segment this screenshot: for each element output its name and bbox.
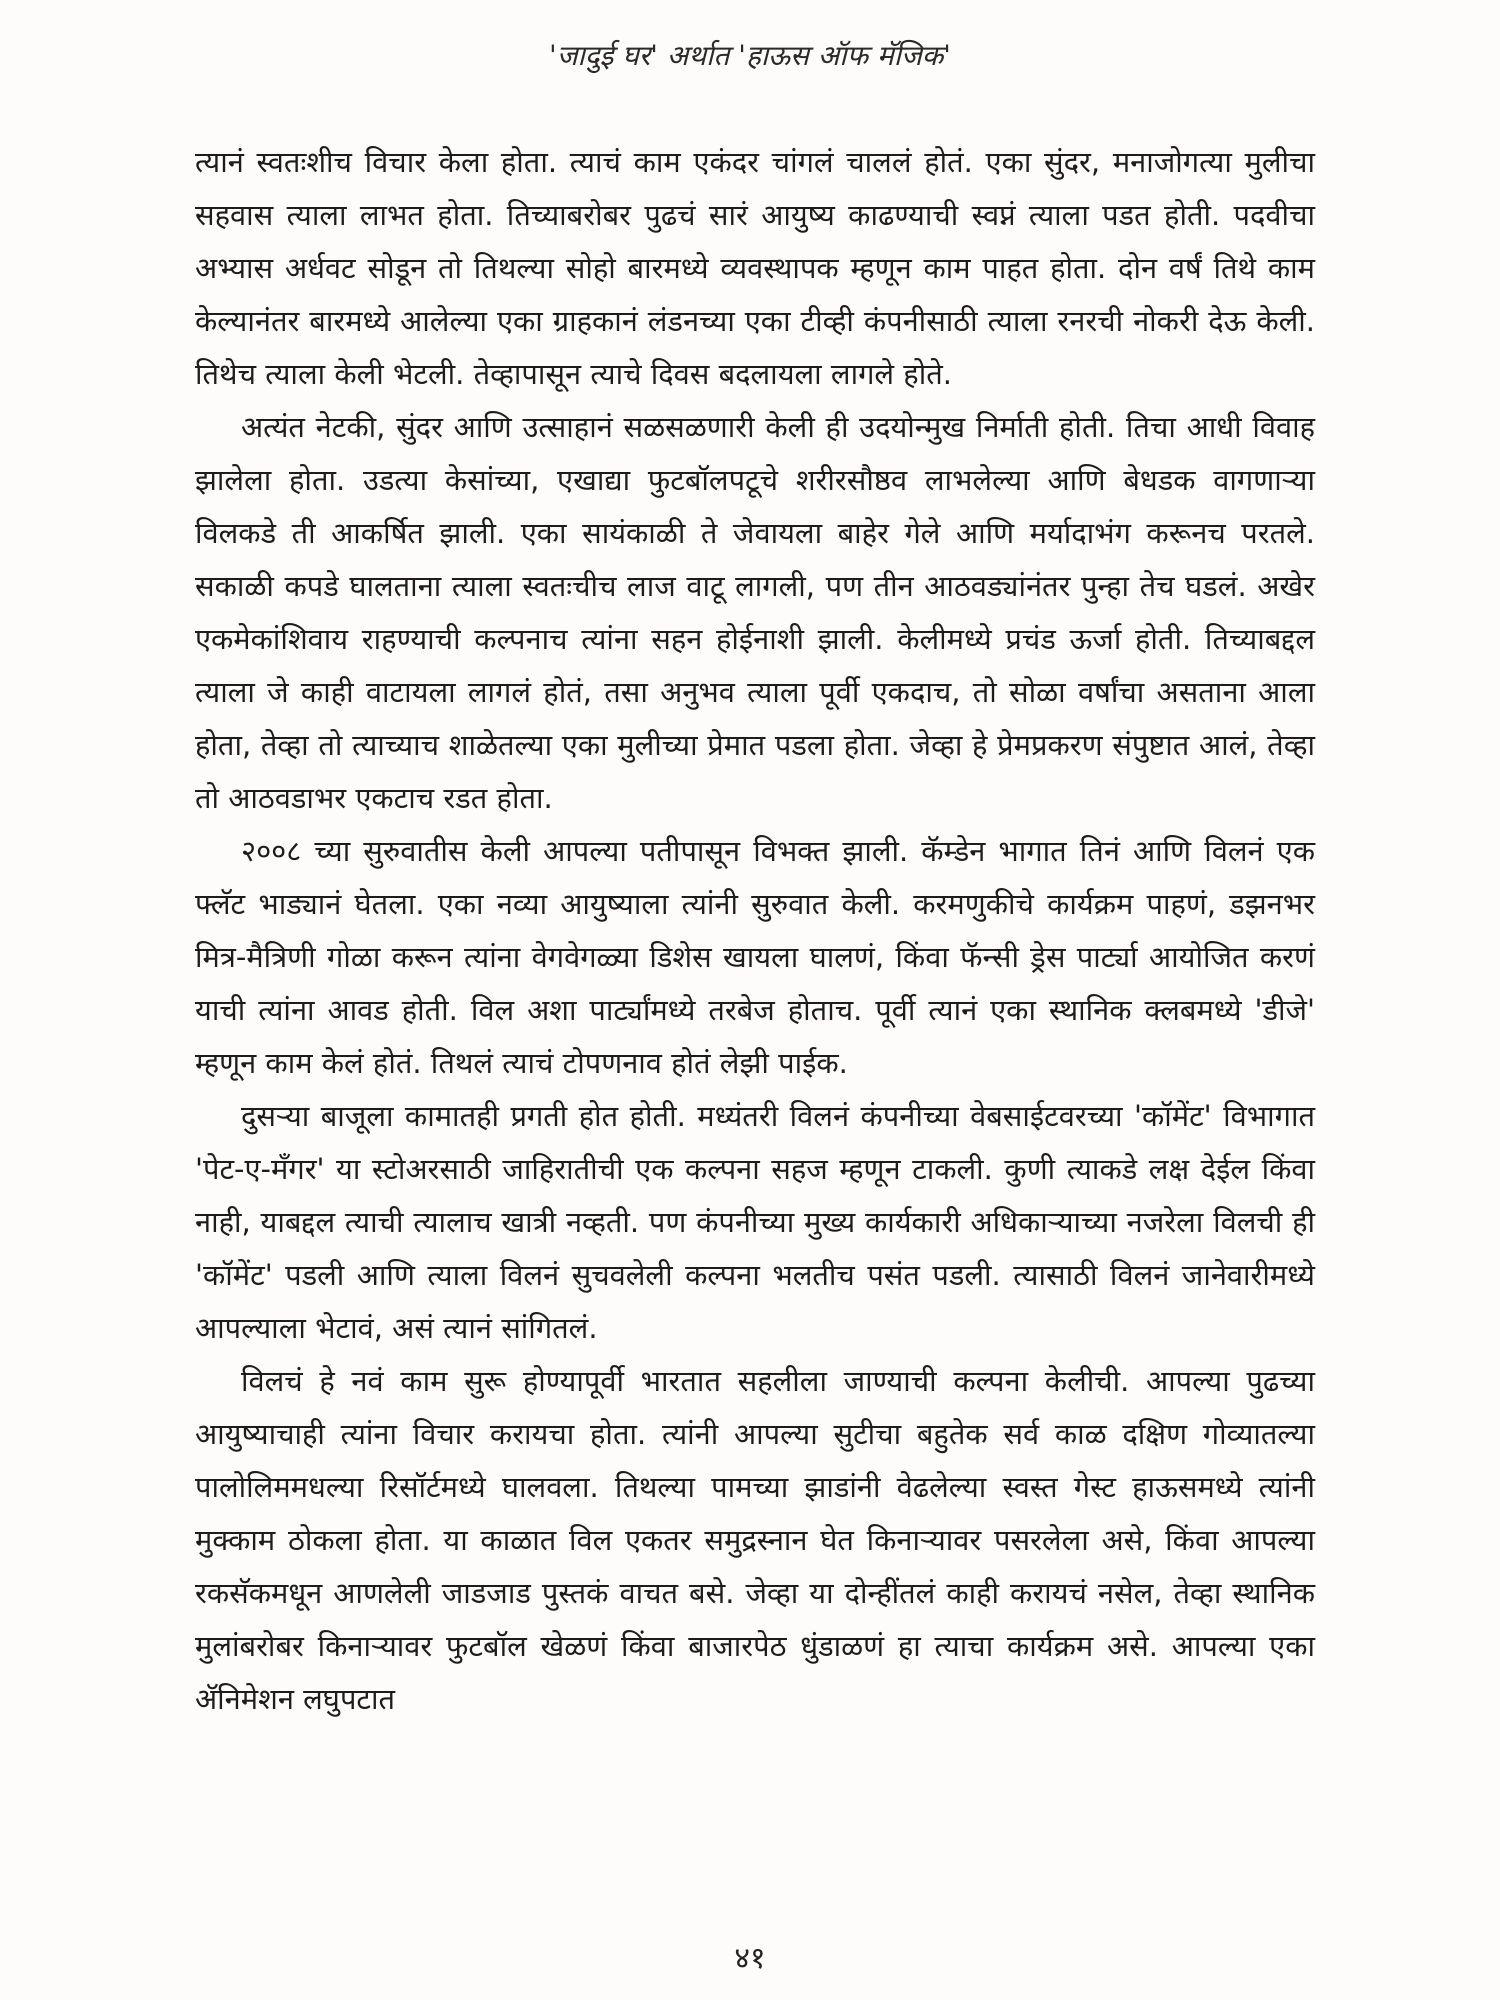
paragraph-3: २००८ च्या सुरुवातीस केली आपल्या पतीपासून विभक्त झाली. कॅम्डेन भागात तिनं आणि विलनं एक फ्लॅट भाड्यानं घेतला. एका नव्या आयुष्याला त्यांनी सुरुवात केली. करमणुकीचे कार्यक्रम पाहणं, डझनभर मित्र-मैत्रिणी गोळा करून त्यांना वेगवेगळ्या डिशेस खायला घालणं, किंवा फॅन्सी ड्रेस पार्ट्या आयोजित करणं याची त्यांना आवड होती. विल अशा पार्ट्यांमध्ये तरबेज होताच. पूर्वी त्यानं एका स्थानिक क्लबमध्ये 'डीजे' म्हणून काम केलं होतं. तिथलं त्याचं टोपणनाव होतं लेझी पाईक. — [195, 834, 1315, 1080]
paragraph-4: दुसऱ्या बाजूला कामातही प्रगती होत होती. मध्यंतरी विलनं कंपनीच्या वेबसाईटवरच्या 'कॉमेंट' विभागात 'पेट-ए-मँगर' या स्टोअरसाठी जाहिरातीची एक कल्पना सहज म्हणून टाकली. कुणी त्याकडे लक्ष देईल किंवा नाही, याबद्दल त्याची त्यालाच खात्री नव्हती. पण कंपनीच्या मुख्य कार्यकारी अधिकाऱ्याच्या नजरेला विलची ही 'कॉमेंट' पडली आणि त्याला विलनं सुचवलेली कल्पना भलतीच पसंत पडली. त्यासाठी विलनं जानेवारीमध्ये आपल्याला भेटावं, असं त्यानं सांगितलं. — [195, 1099, 1315, 1345]
page-number: ४१ — [734, 1941, 766, 1976]
paragraph-2: अत्यंत नेटकी, सुंदर आणि उत्साहानं सळसळणारी केली ही उदयोन्मुख निर्माती होती. तिचा आधी विवाह झालेला होता. उडत्या केसांच्या, एखाद्या फुटबॉलपटूचे शरीरसौष्ठव लाभलेल्या आणि बेधडक वागणाऱ्या विलकडे ती आकर्षित झाली. एका सायंकाळी ते जेवायला बाहेर गेले आणि मर्यादाभंग करूनच परतले. सकाळी कपडे घालताना त्याला स्वतःचीच लाज वाटू लागली, पण तीन आठवड्यांनंतर पुन्हा तेच घडलं. अखेर एकमेकांशिवाय राहण्याची कल्पनाच त्यांना सहन होईनाशी झाली. केलीमध्ये प्रचंड ऊर्जा होती. तिच्याबद्दल त्याला जे काही वाटायला लागलं होतं, तसा अनुभव त्याला पूर्वी एकदाच, तो सोळा वर्षांचा असताना आला होता, तेव्हा तो त्याच्याच शाळेतल्या एका मुलीच्या प्रेमात पडला होता. जेव्हा हे प्रेमप्रकरण संपुष्टात आलं, तेव्हा तो आठवडाभर एकटाच रडत होता. — [195, 410, 1315, 815]
paragraph-5: विलचं हे नवं काम सुरू होण्यापूर्वी भारतात सहलीला जाण्याची कल्पना केलीची. आपल्या पुढच्या आयुष्याचाही त्यांना विचार करायचा होता. त्यांनी आपल्या सुटीचा बहुतेक सर्व काळ दक्षिण गोव्यातल्या पालोलिममधल्या रिसॉर्टमध्ये घालवला. तिथल्या पामच्या झाडांनी वेढलेल्या स्वस्त गेस्ट हाऊसमध्ये त्यांनी मुक्काम ठोकला होता. या काळात विल एकतर समुद्रस्नान घेत किनाऱ्यावर पसरलेला असे, किंवा आपल्या रकसॅकमधून आणलेली जाडजाड पुस्तकं वाचत बसे. जेव्हा या दोन्हींतलं काही करायचं नसेल, तेव्हा स्थानिक मुलांबरोबर किनाऱ्यावर फुटबॉल खेळणं किंवा बाजारपेठ धुंडाळणं हा त्याचा कार्यक्रम असे. आपल्या एका ॲनिमेशन लघुपटात — [195, 1364, 1315, 1716]
running-header: 'जादुई घर' अर्थात 'हाऊस ऑफ मॅजिक' — [549, 39, 951, 72]
body-text — [195, 136, 1315, 1726]
paragraph-1: त्यानं स्वतःशीच विचार केला होता. त्याचं काम एकंदर चांगलं चाललं होतं. एका सुंदर, मनाजोगत्या मुलीचा सहवास त्याला लाभत होता. तिच्याबरोबर पुढचं सारं आयुष्य काढण्याची स्वप्नं त्याला पडत होती. पदवीचा अभ्यास अर्धवट सोडून तो तिथल्या सोहो बारमध्ये व्यवस्थापक म्हणून काम पाहत होता. दोन वर्षं तिथे काम केल्यानंतर बारमध्ये आलेल्या एका ग्राहकानं लंडनच्या एका टीव्ही कंपनीसाठी त्याला रनरची नोकरी देऊ केली. तिथेच त्याला केली भेटली. तेव्हापासून त्याचे दिवस बदलायला लागले होते. — [195, 145, 1315, 391]
